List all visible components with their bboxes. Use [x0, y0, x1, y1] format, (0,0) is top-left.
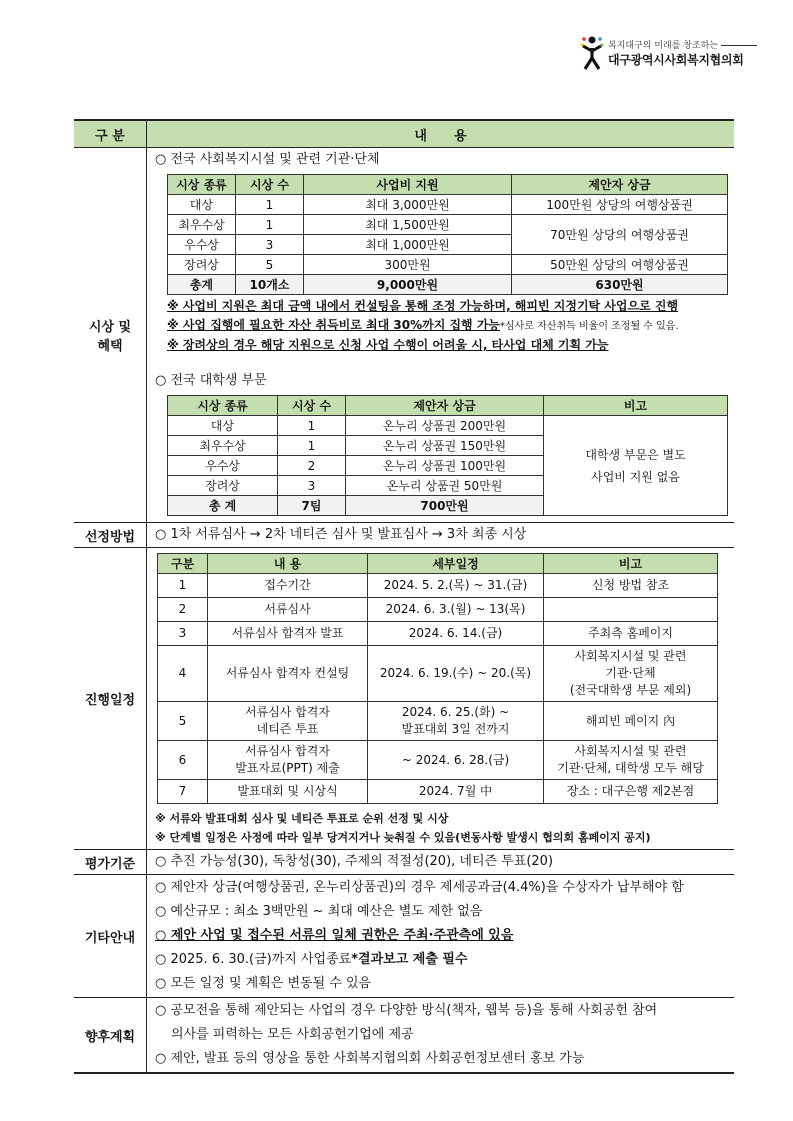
schedule-note-1: ※ 서류와 발표대회 심사 및 네티즌 투표로 순위 선정 및 시상	[155, 812, 449, 825]
schedule-cell-note: 신청 방법 참조	[544, 574, 718, 598]
header-content: 내 용	[147, 120, 735, 148]
awards-label	[74, 148, 147, 523]
table-cell: 대상	[168, 416, 278, 436]
table-cell: 온누리 상품권 200만원	[346, 416, 544, 436]
table-cell: 700만원	[346, 496, 544, 516]
schedule-cell-note: 사회복지시설 및 관련 기관·단체 (전국대학생 부문 제외)	[544, 646, 718, 702]
table-cell: 온누리 상품권 100만원	[346, 456, 544, 476]
schedule-cell-no: 7	[158, 780, 208, 804]
note-text: ※ 사업비 지원은 최대 금액 내에서 컨설팅을 통해 조정 가능하며, 해피빈 지정기탁 사업으로 진행	[167, 299, 679, 313]
table-row	[168, 396, 728, 416]
etc-line-1: ○ 제안자 상금(여행상품권, 온누리상품권)의 경우 제세공과금(4.4%)을 수상자가 납부해야 함	[155, 880, 684, 895]
section-criteria	[74, 850, 734, 875]
schedule-cell-content: 서류심사 합격자 발표	[208, 622, 368, 646]
table-row	[158, 780, 718, 804]
table-cell: 2	[278, 456, 346, 476]
table-cell: 300만원	[304, 255, 512, 275]
schedule-cell-date: 2024. 6. 14.(금)	[368, 622, 544, 646]
column-header: 제안자 상금	[346, 396, 544, 416]
column-header: 제안자 상금	[512, 175, 728, 195]
criteria-label: 평가기준	[74, 850, 147, 875]
table-cell: 최우수상	[168, 215, 236, 235]
column-header: 비고	[544, 554, 718, 574]
remark-line: 대학생 부문은 별도	[585, 447, 686, 462]
schedule-cell-note: 사회복지시설 및 관련 기관·단체, 대학생 모두 해당	[544, 741, 718, 780]
table-cell: 총 계	[168, 496, 278, 516]
table-cell: 온누리 상품권 150만원	[346, 436, 544, 456]
schedule-cell-content: 서류심사 합격자 컨설팅	[208, 646, 368, 702]
etc-line-5: ○ 모든 일정 및 계획은 변동될 수 있음	[155, 976, 372, 991]
criteria-text: ○ 추진 가능성(30), 독창성(30), 주제의 적절성(20), 네티즌 투표(20)	[155, 854, 554, 869]
schedule-label: 진행일정	[74, 548, 147, 850]
table-cell: 9,000만원	[304, 275, 512, 295]
note-text: ※ 사업 집행에 필요한 자산 취득비로 최대 30%까지 집행 가능	[167, 318, 501, 332]
schedule-cell-note: 주최측 홈페이지	[544, 622, 718, 646]
table-row	[158, 598, 718, 622]
table-row	[158, 741, 718, 780]
header-category: 구 분	[74, 120, 147, 148]
table-cell: 온누리 상품권 50만원	[346, 476, 544, 496]
column-header: 시상 종류	[168, 175, 236, 195]
table-row	[168, 416, 728, 436]
schedule-cell-date: 2024. 5. 2.(목) ~ 31.(금)	[368, 574, 544, 598]
etc-line-4-emphasis: *결과보고 제출 필수	[351, 952, 468, 967]
column-header: 사업비 지원	[304, 175, 512, 195]
org-name: 대구광역시사회복지협의회	[608, 53, 744, 67]
university-award-table	[167, 395, 728, 516]
table-cell: 1	[278, 416, 346, 436]
schedule-table	[157, 553, 718, 804]
university-heading: ○ 전국 대학생 부문	[155, 373, 267, 388]
etc-label: 기타안내	[74, 875, 147, 998]
table-cell: 70만원 상당의 여행상품권	[512, 215, 728, 255]
table-row	[158, 574, 718, 598]
remark-line: 사업비 지원 없음	[591, 469, 680, 484]
table-cell: 최대 1,000만원	[304, 235, 512, 255]
table-cell: 대상	[168, 195, 236, 215]
future-label: 향후계획	[74, 998, 147, 1074]
schedule-cell-note	[544, 598, 718, 622]
table-cell: 7팀	[278, 496, 346, 516]
table-cell: 우수상	[168, 456, 278, 476]
table-cell: 최대 3,000만원	[304, 195, 512, 215]
etc-line-4	[147, 948, 734, 972]
selection-text: ○ 1차 서류심사 → 2차 네티즌 심사 및 발표심사 → 3차 최종 시상	[155, 527, 527, 542]
etc-line-3-text: ○ 제안 사업 및 접수된 서류의 일체 권한은 주최·주관측에 있음	[155, 928, 514, 943]
info-table	[74, 119, 734, 1074]
column-header: 구분	[158, 554, 208, 574]
table-cell: 1	[236, 195, 304, 215]
column-header: 세부일정	[368, 554, 544, 574]
person-figure-icon	[580, 36, 604, 70]
table-cell: 630만원	[512, 275, 728, 295]
schedule-cell-content: 서류심사 합격자 발표자료(PPT) 제출	[208, 741, 368, 780]
table-cell: 3	[278, 476, 346, 496]
table-cell: 장려상	[168, 476, 278, 496]
facility-note-3	[147, 336, 734, 355]
table-row	[168, 195, 728, 215]
table-cell: 10개소	[236, 275, 304, 295]
schedule-cell-date: 2024. 6. 25.(화) ~ 발표대회 3일 전까지	[368, 702, 544, 741]
table-cell: 총계	[168, 275, 236, 295]
schedule-cell-date: 2024. 6. 3.(월) ~ 13(목)	[368, 598, 544, 622]
table-cell: 100만원 상당의 여행상품권	[512, 195, 728, 215]
schedule-cell-no: 3	[158, 622, 208, 646]
column-header: 시상 수	[236, 175, 304, 195]
university-remark	[544, 416, 728, 516]
info-table-header	[74, 120, 734, 148]
facility-note-2	[147, 316, 734, 336]
schedule-cell-no: 6	[158, 741, 208, 780]
schedule-cell-content: 서류심사 합격자 네티즌 투표	[208, 702, 368, 741]
facility-heading: ○ 전국 사회복지시설 및 관련 기관·단체	[155, 152, 380, 167]
org-tagline: 복지대구의 미래를 창조하는	[608, 38, 757, 51]
schedule-note-2: ※ 단계별 일정은 사정에 따라 일부 당겨지거나 늦춰질 수 있음(변동사항 발생시 협의회 홈페이지 공지)	[155, 831, 651, 844]
table-cell: 최대 1,500만원	[304, 215, 512, 235]
table-row	[168, 175, 728, 195]
org-logo	[580, 36, 770, 70]
schedule-cell-note: 해피빈 페이지 內	[544, 702, 718, 741]
table-cell: 최우수상	[168, 436, 278, 456]
table-cell: 50만원 상당의 여행상품권	[512, 255, 728, 275]
schedule-cell-date: 2024. 7월 中	[368, 780, 544, 804]
column-header: 시상 종류	[168, 396, 278, 416]
table-cell: 5	[236, 255, 304, 275]
awards-label-line1: 시상 및	[88, 320, 132, 335]
column-header: 내 용	[208, 554, 368, 574]
section-future	[74, 998, 734, 1074]
schedule-cell-content: 서류심사	[208, 598, 368, 622]
column-header: 비고	[544, 396, 728, 416]
table-row	[168, 215, 728, 235]
facility-award-table	[167, 174, 728, 295]
table-row	[168, 255, 728, 275]
schedule-cell-date: ~ 2024. 6. 28.(금)	[368, 741, 544, 780]
schedule-cell-no: 1	[158, 574, 208, 598]
etc-line-3	[147, 924, 734, 948]
future-line-3: ○ 제안, 발표 등의 영상을 통한 사회복지협의회 사회공헌정보센터 홍보 가능	[155, 1051, 585, 1066]
table-cell: 우수상	[168, 235, 236, 255]
schedule-cell-content: 발표대회 및 시상식	[208, 780, 368, 804]
schedule-cell-no: 5	[158, 702, 208, 741]
section-etc	[74, 875, 734, 998]
table-row-total	[168, 275, 728, 295]
selection-label: 선정방법	[74, 523, 147, 548]
awards-label-line2: 혜택	[97, 339, 123, 354]
table-cell: 1	[278, 436, 346, 456]
section-schedule	[74, 548, 734, 850]
table-cell: 1	[236, 215, 304, 235]
schedule-cell-no: 4	[158, 646, 208, 702]
section-awards	[74, 148, 734, 523]
note-subtext: *심사로 자산취득 비율이 조정될 수 있음.	[500, 321, 679, 332]
schedule-cell-note: 장소 : 대구은행 제2본점	[544, 780, 718, 804]
future-line-1: ○ 공모전을 통해 제안되는 사업의 경우 다양한 방식(책자, 웹북 등)을 통해 사회공헌 참여	[155, 1003, 658, 1018]
schedule-cell-content: 접수기간	[208, 574, 368, 598]
table-row	[158, 622, 718, 646]
table-row	[158, 702, 718, 741]
table-row	[158, 554, 718, 574]
future-line-2: 의사를 피력하는 모든 사회공헌기업에 제공	[171, 1027, 414, 1042]
etc-line-4-text: ○ 2025. 6. 30.(금)까지 사업종료	[155, 952, 352, 967]
table-row	[158, 646, 718, 702]
schedule-cell-no: 2	[158, 598, 208, 622]
schedule-cell-date: 2024. 6. 19.(수) ~ 20.(목)	[368, 646, 544, 702]
note-text: ※ 장려상의 경우 해당 지원으로 신청 사업 수행이 어려울 시, 타사업 대체 기획 가능	[167, 338, 609, 352]
table-cell: 장려상	[168, 255, 236, 275]
section-selection	[74, 523, 734, 548]
column-header: 시상 수	[278, 396, 346, 416]
facility-note-1	[147, 297, 734, 316]
etc-line-2: ○ 예산규모 : 최소 3백만원 ~ 최대 예산은 별도 제한 없음	[155, 904, 483, 919]
table-cell: 3	[236, 235, 304, 255]
